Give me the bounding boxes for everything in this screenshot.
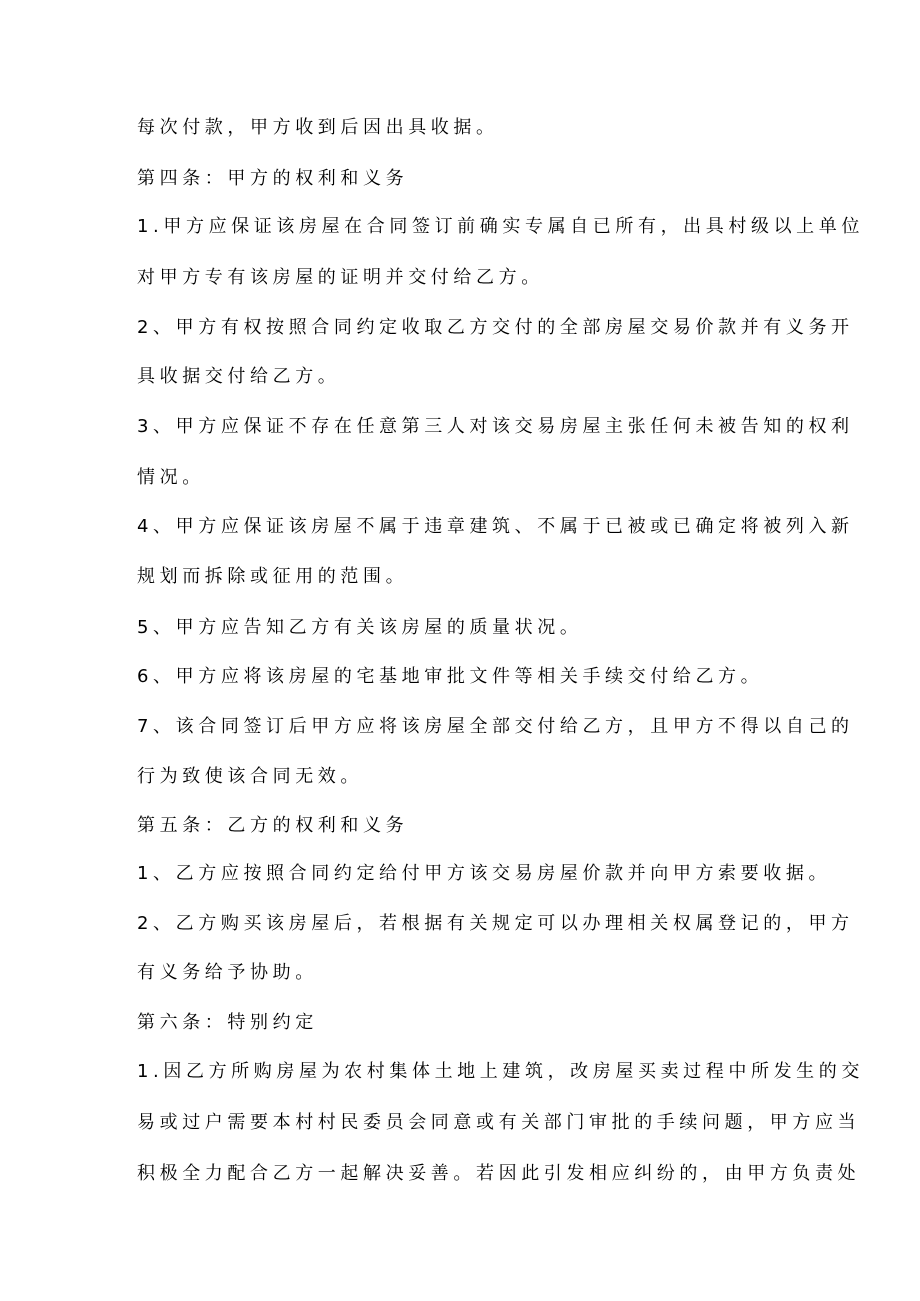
text-line: 规划而拆除或征用的范围。 — [137, 566, 409, 587]
text-line: 1.甲方应保证该房屋在合同签订前确实专属自已所有，出具村级以上单位 — [137, 216, 864, 237]
text-line: 易或过户需要本村村民委员会同意或有关部门审批的手续问题，甲方应当 — [137, 1112, 861, 1133]
text-line: 5、甲方应告知乙方有关该房屋的质量状况。 — [137, 617, 583, 638]
text-line: 1.因乙方所购房屋为农村集体土地上建筑，改房屋买卖过程中所发生的交 — [137, 1061, 864, 1082]
text-line: 情况。 — [137, 467, 205, 488]
text-line: 1、乙方应按照合同约定给付甲方该交易房屋价款并向甲方索要收据。 — [137, 863, 832, 884]
text-line: 每次付款，甲方收到后因出具收据。 — [137, 117, 499, 138]
text-line: 积极全力配合乙方一起解决妥善。若因此引发相应纠纷的，由甲方负责处 — [137, 1163, 861, 1184]
text-line: 2、乙方购买该房屋后，若根据有关规定可以办理相关权属登记的，甲方 — [137, 913, 854, 934]
text-line: 有义务给予协助。 — [137, 962, 318, 983]
text-line: 对甲方专有该房屋的证明并交付给乙方。 — [137, 267, 544, 288]
section-heading: 第四条：甲方的权利和义务 — [137, 168, 409, 189]
text-line: 3、甲方应保证不存在任意第三人对该交易房屋主张任何未被告知的权利 — [137, 416, 854, 437]
text-line: 具收据交付给乙方。 — [137, 366, 341, 387]
section-heading: 第六条：特别约定 — [137, 1012, 318, 1033]
text-line: 2、甲方有权按照合同约定收取乙方交付的全部房屋交易价款并有义务开 — [137, 317, 854, 338]
text-line: 行为致使该合同无效。 — [137, 766, 363, 787]
text-line: 7、该合同签订后甲方应将该房屋全部交付给乙方，且甲方不得以自己的 — [137, 716, 854, 737]
text-line: 6、甲方应将该房屋的宅基地审批文件等相关手续交付给乙方。 — [137, 666, 764, 687]
section-heading: 第五条：乙方的权利和义务 — [137, 815, 409, 836]
text-line: 4、甲方应保证该房屋不属于违章建筑、不属于已被或已确定将被列入新 — [137, 516, 854, 537]
